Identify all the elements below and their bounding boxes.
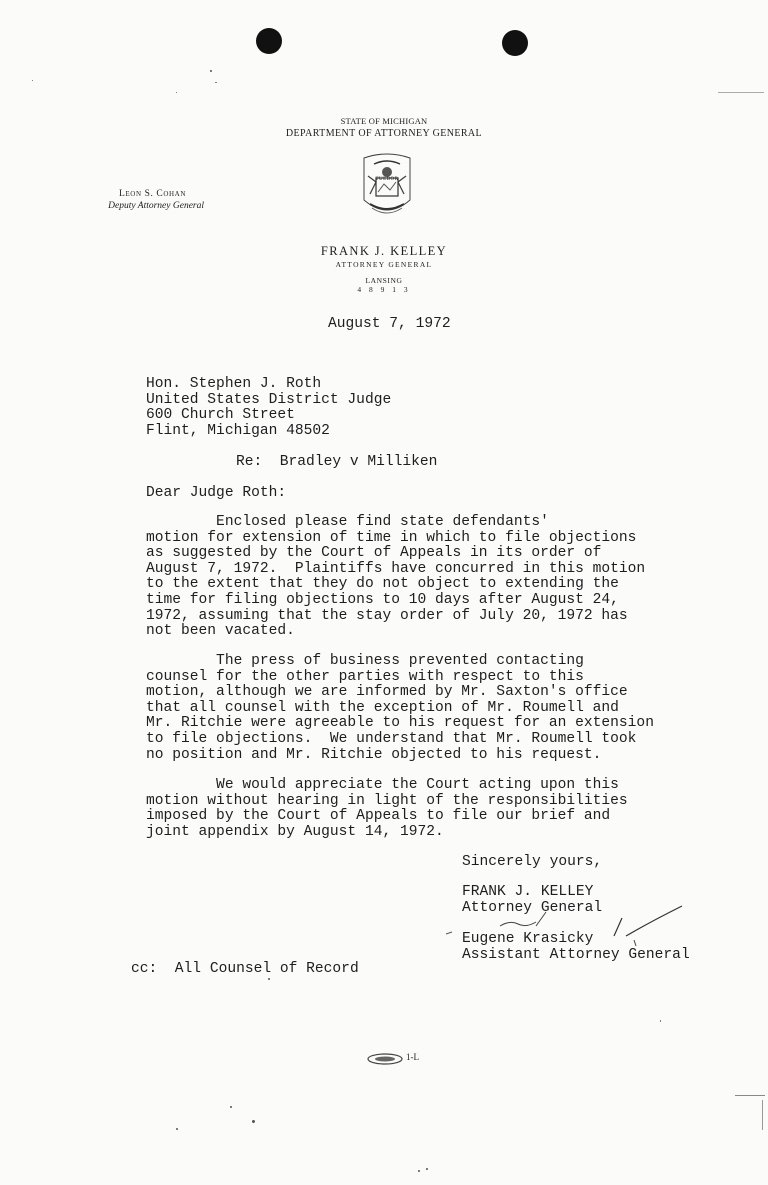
paragraph-3 xyxy=(146,778,628,840)
printer-union-mark xyxy=(366,1052,426,1066)
printer-mark-label: 1-L xyxy=(406,1052,419,1062)
body-line: motion for extension of time in which to file objections xyxy=(146,529,637,546)
body-line: imposed by the Court of Appeals to file our brief and xyxy=(146,808,611,825)
closing-name: FRANK J. KELLEY xyxy=(462,884,594,900)
paragraph-2 xyxy=(146,654,654,763)
paragraph-1 xyxy=(146,515,645,640)
signer-title: Assistant Attorney General xyxy=(462,947,690,963)
body-line: not been vacated. xyxy=(146,623,295,640)
body-line: time for filing objections to 10 days after August 24, xyxy=(146,591,619,608)
body-line: Enclosed please find state defendants' xyxy=(146,514,549,530)
recipient-line: 600 Church Street xyxy=(146,407,295,424)
complimentary-close: Sincerely yours, xyxy=(462,854,603,870)
punch-hole-right xyxy=(502,30,528,56)
deputy-name: Leon S. Cohan xyxy=(119,189,186,199)
deputy-title: Deputy Attorney General xyxy=(108,201,204,211)
letterhead-state: STATE OF MICHIGAN xyxy=(340,116,428,126)
scan-speck xyxy=(215,82,217,83)
scan-speck xyxy=(268,978,270,980)
body-line: that all counsel with the exception of Mr. Roumell and xyxy=(146,699,619,716)
scan-speck xyxy=(210,70,212,72)
city: LANSING xyxy=(365,276,403,285)
re-line: Re: Bradley v Milliken xyxy=(236,454,438,470)
body-line: The press of business prevented contacting xyxy=(146,653,584,669)
scan-speck xyxy=(426,1168,428,1170)
body-line: to file objections. We understand that Mr. Roumell took xyxy=(146,730,637,747)
body-line: to the extent that they do not object to extending the xyxy=(146,576,619,593)
zip-code: 4 8 9 1 3 xyxy=(357,285,411,294)
recipient-line: United States District Judge xyxy=(146,391,392,408)
body-line: August 7, 1972. Plaintiffs have concurred in this motion xyxy=(146,560,646,577)
attorney-general-title: ATTORNEY GENERAL xyxy=(335,260,433,269)
edge-mark xyxy=(735,1095,765,1096)
scan-speck xyxy=(176,92,177,93)
recipient-address xyxy=(146,377,391,439)
body-line: We would appreciate the Court acting upon this xyxy=(146,777,619,793)
punch-hole-left xyxy=(256,28,282,54)
scan-speck xyxy=(418,1170,420,1172)
cc-line: cc: All Counsel of Record xyxy=(131,961,359,977)
scan-speck xyxy=(32,80,33,81)
body-line: counsel for the other parties with respect to this xyxy=(146,668,584,685)
closing-title: Attorney General xyxy=(462,900,603,916)
scan-speck xyxy=(252,1120,255,1123)
attorney-general-name: FRANK J. KELLEY xyxy=(320,244,448,258)
edge-mark xyxy=(762,1100,763,1130)
scan-speck xyxy=(176,1128,178,1130)
salutation: Dear Judge Roth: xyxy=(146,485,287,501)
edge-mark xyxy=(718,92,764,93)
body-line: Mr. Ritchie were agreeable to his request for an extension xyxy=(146,715,654,732)
recipient-line: Flint, Michigan 48502 xyxy=(146,422,330,439)
signer-name: Eugene Krasicky xyxy=(462,931,594,947)
body-line: 1972, assuming that the stay order of July 20, 1972 has xyxy=(146,607,628,624)
scan-speck xyxy=(230,1106,232,1108)
michigan-seal-icon xyxy=(356,148,418,222)
body-line: motion, although we are informed by Mr. Saxton's office xyxy=(146,684,628,701)
letterhead-department: DEPARTMENT OF ATTORNEY GENERAL xyxy=(285,128,483,139)
recipient-line: Hon. Stephen J. Roth xyxy=(146,376,322,392)
seal-motto: TUEBOR xyxy=(375,177,399,182)
body-line: motion without hearing in light of the responsibilities xyxy=(146,792,628,809)
letter-date: August 7, 1972 xyxy=(328,316,451,332)
body-line: no position and Mr. Ritchie objected to his request. xyxy=(146,746,602,763)
body-line: joint appendix by August 14, 1972. xyxy=(146,823,444,840)
scan-speck xyxy=(660,1020,661,1022)
body-line: as suggested by the Court of Appeals in its order of xyxy=(146,545,602,562)
